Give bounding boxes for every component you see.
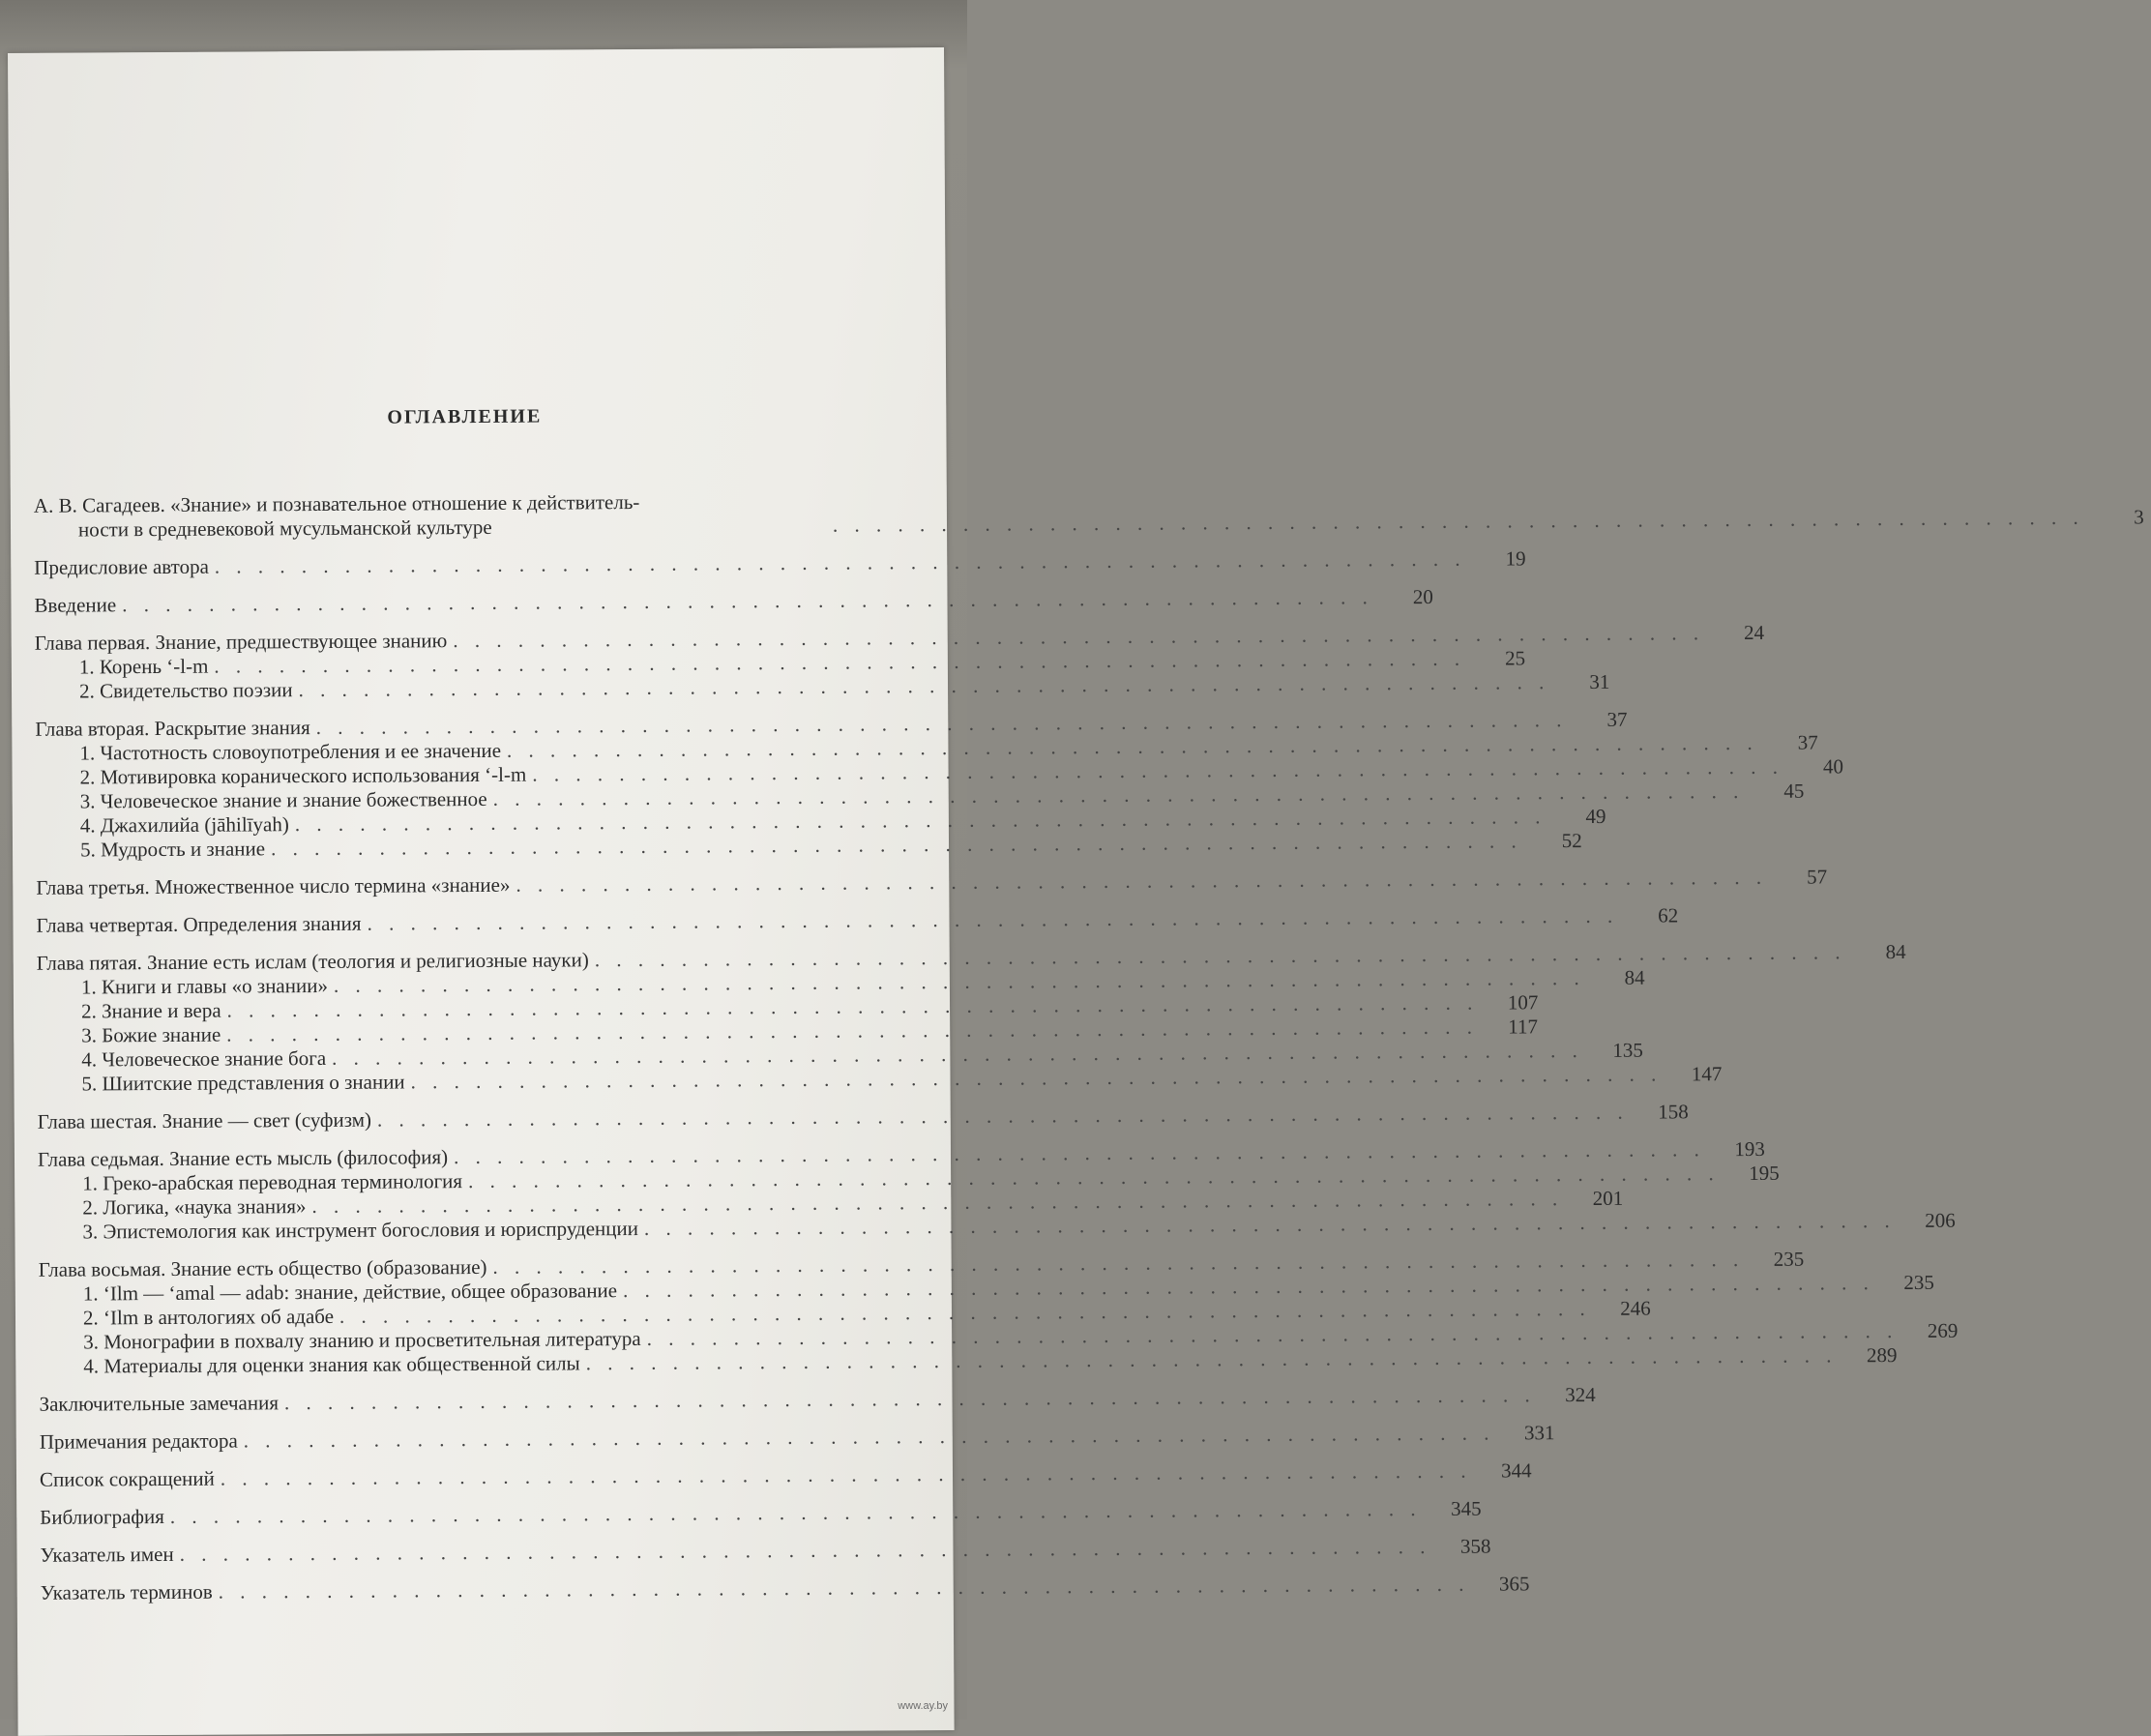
toc-page-number: 62	[1658, 903, 1679, 927]
leader-dots	[209, 547, 1472, 579]
toc-entry-title: Глава восьмая. Знание есть общество (образование)	[38, 1254, 487, 1281]
toc-entry-conclusion	[39, 1382, 1596, 1416]
toc-page-number: 235	[1773, 1247, 1805, 1271]
toc-entry-section	[35, 669, 1610, 703]
leader-dots	[116, 585, 1379, 617]
toc-entry-chapter-4	[36, 903, 1679, 937]
toc-entry-title: 3. Божие знание	[81, 1022, 221, 1047]
toc-page-number: 31	[1589, 669, 1610, 693]
toc-entry-title: Библиография	[40, 1504, 164, 1529]
toc-entry-title: Глава седьмая. Знание есть мысль (философия)	[37, 1145, 449, 1171]
toc-page-number: 20	[1412, 584, 1433, 609]
toc-entry-title: Глава пятая. Знание есть ислам (теология и религиозные науки)	[36, 948, 589, 975]
toc-page-number: 117	[1508, 1015, 1539, 1039]
toc-entry-section	[38, 1208, 1956, 1244]
toc-entry-title: 5. Шиитские представления о знании	[81, 1070, 405, 1096]
toc-page-number: 84	[1624, 965, 1645, 989]
toc-entry-title: 1. Греко-арабская переводная терминология	[82, 1169, 463, 1195]
toc-page-number: 40	[1822, 754, 1844, 779]
toc-entry-title: 3. Человеческое знание и знание божественное	[79, 786, 487, 813]
toc-entry-title: 4. Материалы для оценки знания как общественной силы	[83, 1351, 580, 1378]
leader-dots	[215, 1459, 1478, 1491]
toc-page-number: 358	[1459, 1534, 1491, 1558]
toc-entry-title: Заключительные замечания	[39, 1391, 280, 1416]
table-of-contents	[33, 488, 2144, 1604]
toc-entry-title: Указатель имен	[40, 1542, 174, 1567]
toc-page-number: 195	[1749, 1161, 1780, 1185]
toc-page-number: 24	[1743, 620, 1765, 645]
toc-entry-name-index	[40, 1534, 1491, 1567]
toc-entry-title: 1. ‘Ilm — ‘amal — adab: знание, действие, общее образование	[82, 1279, 618, 1306]
toc-entry-title: Предисловие автора	[34, 554, 209, 579]
toc-page-number: 107	[1507, 990, 1539, 1015]
toc-entry-title-line2: ности в средневековой мусульманской культуре	[77, 515, 492, 542]
toc-page-number: 289	[1866, 1343, 1898, 1368]
toc-page-number: 19	[1505, 546, 1526, 571]
toc-entry-title: 1. Частотность словоупотребления и ее значение	[79, 738, 502, 765]
toc-entry-title: Примечания редактора	[39, 1428, 238, 1454]
toc-entry-title: 1. Корень ‘-l-m	[78, 654, 209, 679]
toc-entry-bibliography	[40, 1496, 1482, 1529]
toc-page-number: 52	[1561, 829, 1582, 853]
toc-page-number: 324	[1565, 1382, 1596, 1407]
toc-page-number: 3	[2134, 505, 2144, 529]
toc-entry-title: Глава четвертая. Определения знания	[36, 911, 362, 937]
toc-entry-section	[39, 1343, 1898, 1378]
toc-entry-title: Глава вторая. Раскрытие знания	[35, 716, 310, 741]
leader-dots	[213, 1573, 1476, 1604]
toc-entry-chapter-6	[37, 1100, 1689, 1133]
leader-dots	[174, 1535, 1437, 1567]
leader-dots	[371, 1101, 1635, 1133]
toc-entry-title: 2. Знание и вера	[80, 998, 221, 1023]
toc-entry-title: Введение	[34, 593, 117, 617]
toc-entry-title: 4. Человеческое знание бога	[81, 1045, 327, 1072]
toc-page-number: 201	[1592, 1186, 1624, 1210]
leader-dots	[164, 1497, 1428, 1529]
leader-dots	[827, 506, 2090, 538]
toc-entry-title: 5. Мудрость и знание	[79, 837, 266, 862]
toc-page-number: 269	[1927, 1318, 1959, 1342]
toc-entry-title	[34, 489, 827, 543]
toc-page-number: 49	[1585, 804, 1606, 829]
toc-entry-title: 4. Джахилийа (jāhilīyah)	[79, 812, 289, 838]
toc-page-number: 84	[1885, 939, 1906, 964]
toc-entry-title: 3. Монографии в похвалу знанию и просветительная литература	[83, 1326, 641, 1354]
toc-entry-intro	[34, 584, 1433, 617]
toc-page-number: 206	[1925, 1208, 1956, 1232]
toc-entry-title-line1: А. В. Сагадеев. «Знание» и познавательное отношение к действитель-	[33, 489, 640, 517]
toc-entry-title: 2. Свидетельство поэзии	[78, 678, 293, 703]
toc-entry-title: Глава третья. Множественное число термина «знание»	[36, 872, 511, 899]
toc-page-number: 135	[1612, 1038, 1643, 1062]
book-page	[8, 47, 2144, 1736]
toc-page-number: 25	[1505, 646, 1526, 670]
toc-page-number: 45	[1783, 779, 1805, 803]
toc-entry-section	[36, 829, 1582, 862]
page-title: ОГЛАВЛЕНИЕ	[387, 405, 543, 428]
toc-entry-introduction-essay	[33, 488, 2144, 542]
toc-page-number: 365	[1498, 1572, 1530, 1596]
toc-page-number: 57	[1807, 865, 1828, 889]
leader-dots	[361, 904, 1624, 936]
toc-page-number: 158	[1658, 1100, 1689, 1124]
toc-entry-title: 2. Мотивировка коранического использования ‘-l-m	[79, 762, 527, 789]
toc-entry-chapter-3	[36, 865, 1828, 899]
leader-dots	[510, 866, 1773, 897]
toc-page-number: 235	[1903, 1270, 1934, 1295]
toc-entry-section	[37, 1062, 1723, 1096]
toc-entry-abbreviations	[39, 1458, 1532, 1491]
toc-entry-term-index	[40, 1572, 1530, 1604]
toc-entry-title: Глава первая. Знание, предшествующее знанию	[34, 629, 448, 655]
toc-entry-title: 2. ‘Ilm в антологиях об адабе	[82, 1304, 335, 1330]
toc-entry-title: Глава шестая. Знание — свет (суфизм)	[37, 1107, 372, 1133]
toc-page-number: 345	[1451, 1496, 1482, 1520]
toc-page-number: 37	[1797, 730, 1818, 754]
watermark: www.ay.by	[898, 1700, 948, 1712]
toc-entry-title: 2. Логика, «наука знания»	[82, 1194, 307, 1220]
toc-entry-title: Список сокращений	[39, 1466, 215, 1491]
toc-page-number: 193	[1734, 1136, 1765, 1162]
toc-page-number: 147	[1691, 1062, 1723, 1086]
toc-page-number: 37	[1606, 707, 1628, 731]
toc-page-number: 331	[1523, 1421, 1555, 1445]
toc-page-number: 246	[1620, 1296, 1651, 1320]
toc-page-number: 344	[1500, 1458, 1532, 1483]
toc-entry-title: 1. Книги и главы «о знании»	[80, 973, 328, 999]
toc-entry-title: 3. Эпистемология как инструмент богословия и юриспруденции	[82, 1216, 639, 1244]
toc-entry-editor-notes	[39, 1421, 1555, 1454]
toc-entry-preface	[34, 546, 1526, 579]
toc-entry-title: Указатель терминов	[40, 1579, 213, 1604]
leader-dots	[279, 1383, 1542, 1415]
leader-dots	[238, 1422, 1501, 1454]
